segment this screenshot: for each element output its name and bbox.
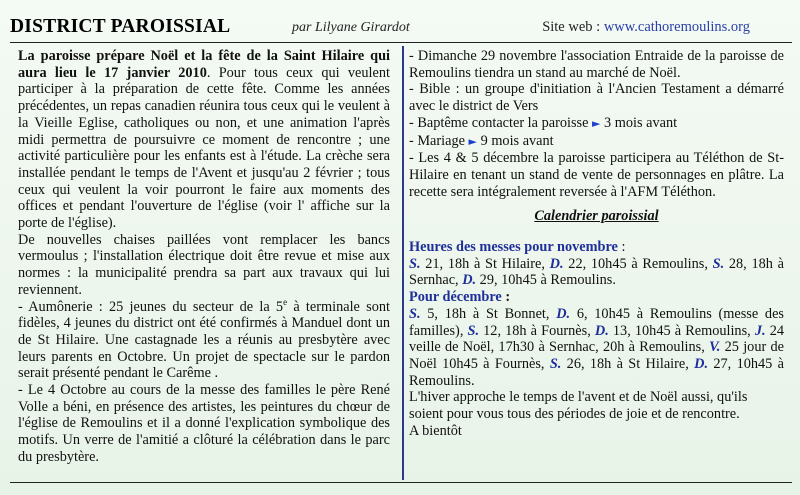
site-web — [542, 19, 750, 36]
aumonerie-rest: à terminale sont fidèles, 4 jeunes du district ont été confirmés à Manduel dont un de St Hilaire. Une castagnade les a réunis au presbytère avec leurs parents en Octobre. Un projet de spectacle sur le pardon serait présenté pendant le Carême . — [18, 298, 390, 382]
superscript-e: e — [283, 296, 288, 307]
bapteme-delay: 3 mois avant — [600, 114, 678, 131]
december-schedule — [409, 306, 784, 390]
december-colon: : — [501, 289, 511, 306]
schedule-day: S. — [712, 255, 725, 272]
schedule-day: D. — [549, 255, 564, 272]
site-url-link[interactable]: www.cathoremoulins.org — [603, 19, 750, 35]
column-divider — [402, 46, 404, 480]
schedule-entry: 29, 10h45 à Remoulins. — [476, 272, 616, 289]
item-bapteme — [409, 115, 784, 133]
byline: par Lilyane Girardot — [292, 20, 410, 35]
schedule-entry: 25 jour de Noël 10h45 à Fournès, — [409, 339, 785, 372]
site-label: Site web : — [542, 19, 604, 35]
page-title: DISTRICT PAROISSIAL — [10, 16, 231, 37]
schedule-day: S. — [549, 355, 562, 372]
november-heading — [409, 239, 784, 256]
december-label: Pour décembre — [409, 289, 502, 306]
schedule-entry: 12, 18h à Fournès, — [479, 322, 595, 339]
schedule-entry: 6, 10h45 à Remoulins (messe des familles), — [409, 305, 784, 339]
noel-lead: La paroisse prépare Noël et la fête de la Saint Hilaire qui aura lieu le 17 janvier 2010 — [18, 48, 390, 81]
item-bible: - Bible : un groupe d'initiation à l'Ancien Testament a démarré avec le district de Vers — [409, 81, 784, 115]
schedule-entry: 27, 10h45 à Remoulins. — [409, 355, 784, 389]
schedule-entry: 22, 10h45 à Remoulins, — [563, 255, 713, 272]
schedule-day: D. — [462, 272, 477, 289]
november-colon: : — [617, 239, 626, 256]
mariage-text: - Mariage — [409, 132, 469, 149]
calendar-title: Calendrier paroissial — [534, 208, 659, 225]
schedule-day: D. — [556, 305, 571, 322]
right-arrow-icon: ► — [592, 116, 601, 130]
schedule-day: J. — [754, 322, 766, 339]
item-telethon: - Les 4 & 5 décembre la paroisse participera au Téléthon de St-Hilaire en tenant un stand de vente de personnages en plâtre. La recette sera intégralement reversée à l'AFM Téléthon. — [409, 150, 784, 200]
schedule-entry: 21, 18h à St Hilaire, — [420, 255, 550, 272]
paragraph-aumonerie — [18, 296, 390, 383]
schedule-entry: 26, 18h à St Hilaire, — [561, 355, 695, 372]
paragraph-octobre: - Le 4 Octobre au cours de la messe des familles le père René Volle a béni, en présence des artistes, les peintures du chœur de l'église de Remoulins et il a donné l'explication symbolique des motifs. Un verre de l'amitié a clôturé la célébration dans le parc du presbytère. — [18, 382, 390, 465]
schedule-day: S. — [467, 322, 480, 339]
bottom-rule — [10, 482, 792, 483]
noel-body: . Pour tous ceux qui veulent participer à la préparation de cette fête. Comme les années précédentes, un repas canadien réunira tous ceux qui le veulent à la Vieille Eglise, catholiques ou non, et une animation l'après midi permettra de poursuivre ce moment de rencontre ; une activité particulière pour les enfants est à l'étude. La crèche sera installée pendant le temps de l'Avent et jusqu'au 2 février ; tous ceux qui veulent la voir pourront le faire aux moments des offices et pendant l'ouverture de l'église (voir l' affiche sur la porte de l'église). — [18, 64, 390, 232]
left-column — [18, 48, 390, 466]
header — [10, 16, 790, 38]
schedule-entry: 5, 18h à St Bonnet, — [420, 305, 557, 322]
schedule-entry: 13, 10h45 à Remoulins, — [608, 322, 755, 339]
november-schedule — [409, 256, 784, 289]
mariage-delay: 9 mois avant — [477, 132, 554, 149]
paragraph-chaises: De nouvelles chaises paillées vont remplacer les bancs vermoulus ; l'installation électrique doit être revue et mise aux normes : la municipalité prendra sa part aux travaux qui lui reviennent. — [18, 231, 390, 298]
bapteme-text: - Baptême contacter la paroisse — [409, 114, 592, 131]
aumonerie-start: - Aumônerie : 25 jeunes du secteur de la 5 — [18, 298, 284, 315]
schedule-day: D. — [594, 322, 609, 339]
paragraph-noel — [18, 48, 390, 232]
schedule-day: D. — [694, 355, 709, 372]
schedule-entry: 28, 18h à Sernhac, — [409, 255, 784, 289]
schedule-entry: 24 veille de Noël, 17h30 à Sernhac, 20h à Remoulins, — [409, 322, 784, 356]
december-heading — [409, 289, 784, 306]
signoff: A bientôt — [409, 422, 462, 439]
closing-text: L'hiver approche le temps de l'avent et de Noël aussi, qu'ils soient pour vous tous des périodes de joie et de rencontre. — [409, 389, 748, 423]
right-column — [409, 48, 784, 439]
schedule-day: V. — [709, 339, 721, 356]
schedule-day: S. — [409, 305, 421, 322]
november-label: Heures des messes pour novembre — [409, 239, 618, 256]
top-rule — [10, 42, 792, 43]
item-entraide: - Dimanche 29 novembre l'association Entraide de la paroisse de Remoulins tiendra un stand au marché de Noël. — [409, 48, 784, 81]
right-arrow-icon: ► — [468, 134, 478, 148]
schedule-day: S. — [409, 255, 421, 272]
item-mariage — [409, 133, 784, 151]
